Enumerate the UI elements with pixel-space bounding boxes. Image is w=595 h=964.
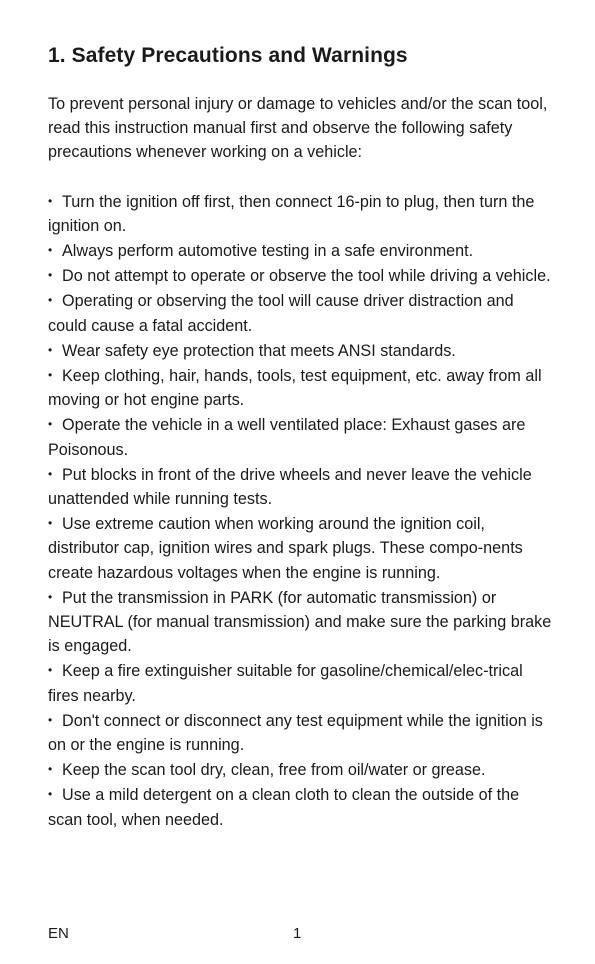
bullet-marker: •: [48, 293, 53, 308]
safety-item: [48, 263, 553, 288]
safety-item-text: Always perform automotive testing in a safe environment.: [62, 242, 474, 261]
safety-item: [48, 338, 553, 363]
safety-item-text: Turn the ignition off first, then connect 16-pin to plug, then turn the ignition on.: [48, 192, 535, 235]
safety-item: [48, 363, 553, 412]
safety-item-text: Keep a fire extinguisher suitable for gasoline/chemical/elec-trical fires nearby.: [48, 662, 523, 705]
bullet-marker: •: [48, 466, 53, 481]
manual-page: [48, 42, 553, 832]
section-heading: 1. Safety Precautions and Warnings: [48, 44, 408, 67]
safety-item: [48, 412, 553, 461]
safety-item-text: Keep clothing, hair, hands, tools, test equipment, etc. away from all moving or hot engine parts.: [48, 367, 542, 410]
bullet-marker: •: [48, 243, 53, 258]
bullet-marker: •: [48, 762, 53, 777]
intro-paragraph: To prevent personal injury or damage to vehicles and/or the scan tool, read this instruction manual first and observe the following safety precautions whenever working on a vehicle:: [48, 95, 548, 162]
safety-item: [48, 462, 553, 511]
safety-item-text: Wear safety eye protection that meets ANSI standards.: [62, 341, 456, 360]
footer-language: EN: [48, 925, 69, 942]
safety-item: [48, 708, 553, 757]
bullet-marker: •: [48, 342, 53, 357]
safety-item-text: Use extreme caution when working around the ignition coil, distributor cap, ignition wires and spark plugs. These compo-nents create hazardous voltages when the engine is running.: [48, 515, 523, 582]
safety-item-text: Keep the scan tool dry, clean, free from oil/water or grease.: [62, 761, 486, 780]
safety-item: [48, 658, 553, 707]
safety-item: [48, 288, 553, 337]
bullet-marker: •: [48, 516, 53, 531]
safety-item: [48, 189, 553, 238]
safety-item-text: Use a mild detergent on a clean cloth to clean the outside of the scan tool, when needed.: [48, 786, 520, 829]
bullet-marker: •: [48, 712, 53, 727]
safety-item: [48, 585, 553, 659]
page-number: 1: [293, 925, 302, 942]
safety-item-text: Put the transmission in PARK (for automatic transmission) or NEUTRAL (for manual transmission) and make sure the parking brake is engaged.: [48, 588, 552, 656]
safety-item-text: Do not attempt to operate or observe the tool while driving a vehicle.: [62, 267, 551, 286]
safety-item-text: Operating or observing the tool will cause driver distraction and could cause a fatal accident.: [48, 292, 514, 335]
safety-item-text: Don't connect or disconnect any test equipment while the ignition is on or the engine is running.: [48, 711, 543, 755]
bullet-marker: •: [48, 787, 53, 802]
bullet-marker: •: [48, 268, 53, 283]
safety-list: [48, 189, 553, 832]
bullet-marker: •: [48, 417, 53, 432]
safety-item-text: Put blocks in front of the drive wheels and never leave the vehicle unattended while running tests.: [48, 465, 532, 509]
bullet-marker: •: [48, 663, 53, 678]
safety-item: [48, 238, 553, 263]
bullet-marker: •: [48, 368, 53, 383]
safety-item: [48, 511, 553, 585]
bullet-marker: •: [48, 589, 53, 604]
safety-item: [48, 757, 553, 782]
safety-item: [48, 782, 553, 831]
safety-item-text: Operate the vehicle in a well ventilated place: Exhaust gases are Poisonous.: [48, 416, 526, 459]
bullet-marker: •: [48, 193, 53, 208]
